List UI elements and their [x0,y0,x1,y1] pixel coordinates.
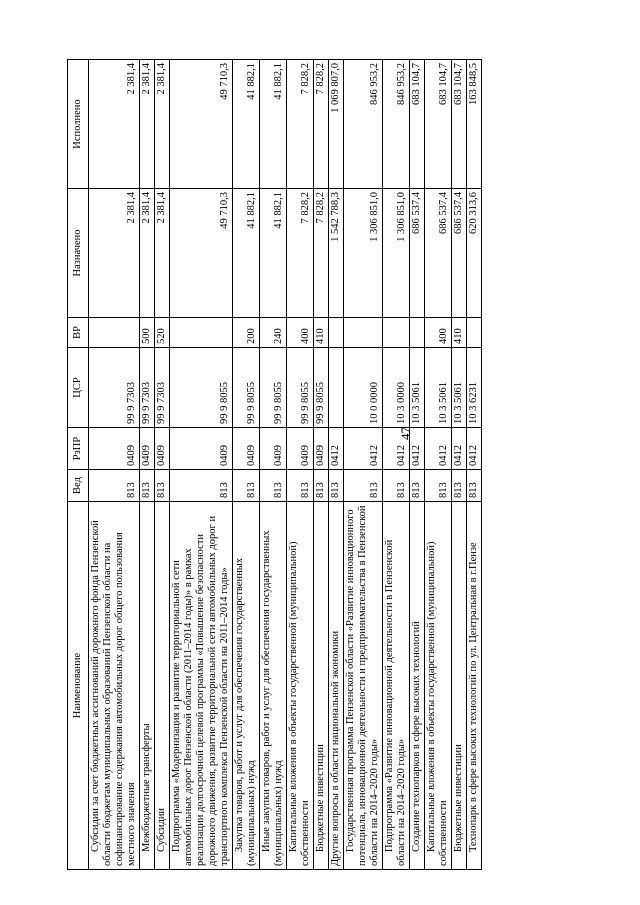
row-vr: 400 [287,318,314,348]
row-vr [467,318,482,348]
row-csr: 10 3 5061 [425,348,452,428]
row-ved: 813 [314,470,329,502]
row-name: Субсидии [155,502,170,870]
table-row [467,60,482,870]
row-planned: 49 710,3 [170,189,233,318]
row-vr: 500 [140,318,155,348]
row-vr: 410 [452,318,467,348]
row-rzpr: 0412 [329,428,344,470]
row-ved: 813 [233,470,260,502]
table-row [260,60,287,870]
row-planned: 686 537,4 [452,189,467,318]
table-row [383,60,410,870]
row-name: Бюджетные инвестиции [314,502,329,870]
row-rzpr: 0409 [140,428,155,470]
row-executed: 846 953,2 [344,60,383,189]
row-csr: 99 9 7303 [155,348,170,428]
row-planned: 620 313,6 [467,189,482,318]
table-row [140,60,155,870]
row-name: Иные закупки товаров, работ и услуг для обеспечения государственных (муниципальных) нужд [260,502,287,870]
budget-table [67,59,482,870]
row-name: Закупка товаров, работ и услуг для обеспечения государственных (муниципальных) нужд [233,502,260,870]
row-rzpr: 0409 [260,428,287,470]
row-executed: 2 381,4 [140,60,155,189]
row-planned: 41 882,1 [260,189,287,318]
header-planned: Назначено [68,189,89,318]
row-planned: 2 381,4 [155,189,170,318]
row-name: Капитальные вложения в объекты государственной (муниципальной) собственности [425,502,452,870]
row-csr: 10 0 0000 [344,348,383,428]
row-executed: 846 953,2 [383,60,410,189]
row-planned: 686 537,4 [425,189,452,318]
row-executed: 683 104,7 [410,60,425,189]
header-vr: ВР [68,318,89,348]
row-executed: 41 882,1 [260,60,287,189]
row-csr: 99 9 8055 [233,348,260,428]
row-executed: 163 848,5 [467,60,482,189]
row-csr [329,348,344,428]
row-planned: 2 381,4 [140,189,155,318]
row-executed: 683 104,7 [452,60,467,189]
row-ved: 813 [89,470,140,502]
row-planned: 1 306 851,0 [383,189,410,318]
row-vr [383,318,410,348]
header-executed: Исполнено [68,60,89,189]
row-ved: 813 [383,470,410,502]
row-csr: 99 9 8055 [170,348,233,428]
row-name: Подпрограмма «Модернизация и развитие территориальной сети автомобильных дорог Пензенской области (2011–2014 годы)» в рамках реализации долгосрочной целевой программы «Повышение безопасности дорожного движения, развитие территориальной сети автомобильных дорог и транспортного комплекса Пензенской области на 2011–2014 годы» [170,502,233,870]
table-row [287,60,314,870]
row-rzpr: 0409 [233,428,260,470]
table-row [329,60,344,870]
row-rzpr: 0412 [425,428,452,470]
row-ved: 813 [425,470,452,502]
row-csr: 10 3 5061 [452,348,467,428]
row-vr: 200 [233,318,260,348]
row-planned: 1 542 788,3 [329,189,344,318]
row-ved: 813 [155,470,170,502]
table-header-row [68,60,89,870]
table-row [314,60,329,870]
row-csr: 10 3 6231 [467,348,482,428]
header-ved: Вед [68,470,89,502]
row-executed: 2 381,4 [155,60,170,189]
table-row [344,60,383,870]
row-rzpr: 0412 [467,428,482,470]
row-name: Межбюджетные трансферты [140,502,155,870]
row-vr: 400 [425,318,452,348]
header-csr: ЦСР [68,348,89,428]
row-vr: 240 [260,318,287,348]
row-planned: 41 882,1 [233,189,260,318]
row-name: Другие вопросы в области национальной экономики [329,502,344,870]
row-name: Подпрограмма «Развитие инновационной деятельности в Пензенской области на 2014–2020 годы» [383,502,410,870]
row-ved: 813 [452,470,467,502]
row-executed: 683 104,7 [425,60,452,189]
table-row [233,60,260,870]
row-csr: 99 9 7303 [140,348,155,428]
row-planned: 1 306 851,0 [344,189,383,318]
row-rzpr: 0409 [155,428,170,470]
table-row [452,60,467,870]
row-executed: 7 828,2 [314,60,329,189]
row-rzpr: 0409 [89,428,140,470]
table-row [410,60,425,870]
row-planned: 686 537,4 [410,189,425,318]
row-executed: 2 381,4 [89,60,140,189]
row-executed: 41 882,1 [233,60,260,189]
row-ved: 813 [260,470,287,502]
row-vr [89,318,140,348]
table-row [155,60,170,870]
row-ved: 813 [170,470,233,502]
row-executed: 7 828,2 [287,60,314,189]
row-vr [410,318,425,348]
row-name: Государственная программа Пензенской области «Развитие инновационного потенциала, инновационной деятельности и предпринимательства в Пензенской области на 2014–2020 годы» [344,502,383,870]
row-csr: 10 3 5061 [410,348,425,428]
row-csr: 99 9 7303 [89,348,140,428]
rotated-page [67,60,577,870]
row-vr [329,318,344,348]
header-name: Наименование [68,502,89,870]
row-ved: 813 [344,470,383,502]
row-rzpr: 0409 [170,428,233,470]
row-name: Капитальные вложения в объекты государственной (муниципальной) собственности [287,502,314,870]
row-name: Создание технопарков в сфере высоких технологий [410,502,425,870]
row-rzpr: 0409 [314,428,329,470]
row-ved: 813 [140,470,155,502]
row-rzpr: 0412 [344,428,383,470]
row-csr: 99 9 8055 [314,348,329,428]
row-ved: 813 [467,470,482,502]
row-ved: 813 [329,470,344,502]
row-planned: 7 828,2 [287,189,314,318]
row-vr: 410 [314,318,329,348]
row-csr: 10 3 0000 [383,348,410,428]
row-name: Бюджетные инвестиции [452,502,467,870]
row-vr [344,318,383,348]
row-csr: 99 9 8055 [260,348,287,428]
table-row [89,60,140,870]
row-rzpr: 0409 [287,428,314,470]
row-vr: 520 [155,318,170,348]
row-ved: 813 [410,470,425,502]
page-number: 47 [398,427,413,440]
header-rzpr: РзПР [68,428,89,470]
row-csr: 99 9 8055 [287,348,314,428]
row-planned: 2 381,4 [89,189,140,318]
table-row [170,60,233,870]
row-rzpr: 0412 [383,428,410,470]
table-row [425,60,452,870]
row-rzpr: 0412 [452,428,467,470]
row-ved: 813 [287,470,314,502]
row-name: Субсидии за счет бюджетных ассигнований дорожного фонда Пензенской области бюджетам муниципальных образований Пензенской области на софинансирование содержания автомобильных дорог общего пользования местного значения [89,502,140,870]
row-rzpr: 0412 [410,428,425,470]
row-vr [170,318,233,348]
row-planned: 7 828,2 [314,189,329,318]
row-executed: 49 710,3 [170,60,233,189]
row-name: Технопарк в сфере высоких технологий по ул. Центральная в г.Пензе [467,502,482,870]
row-executed: 1 069 807,0 [329,60,344,189]
